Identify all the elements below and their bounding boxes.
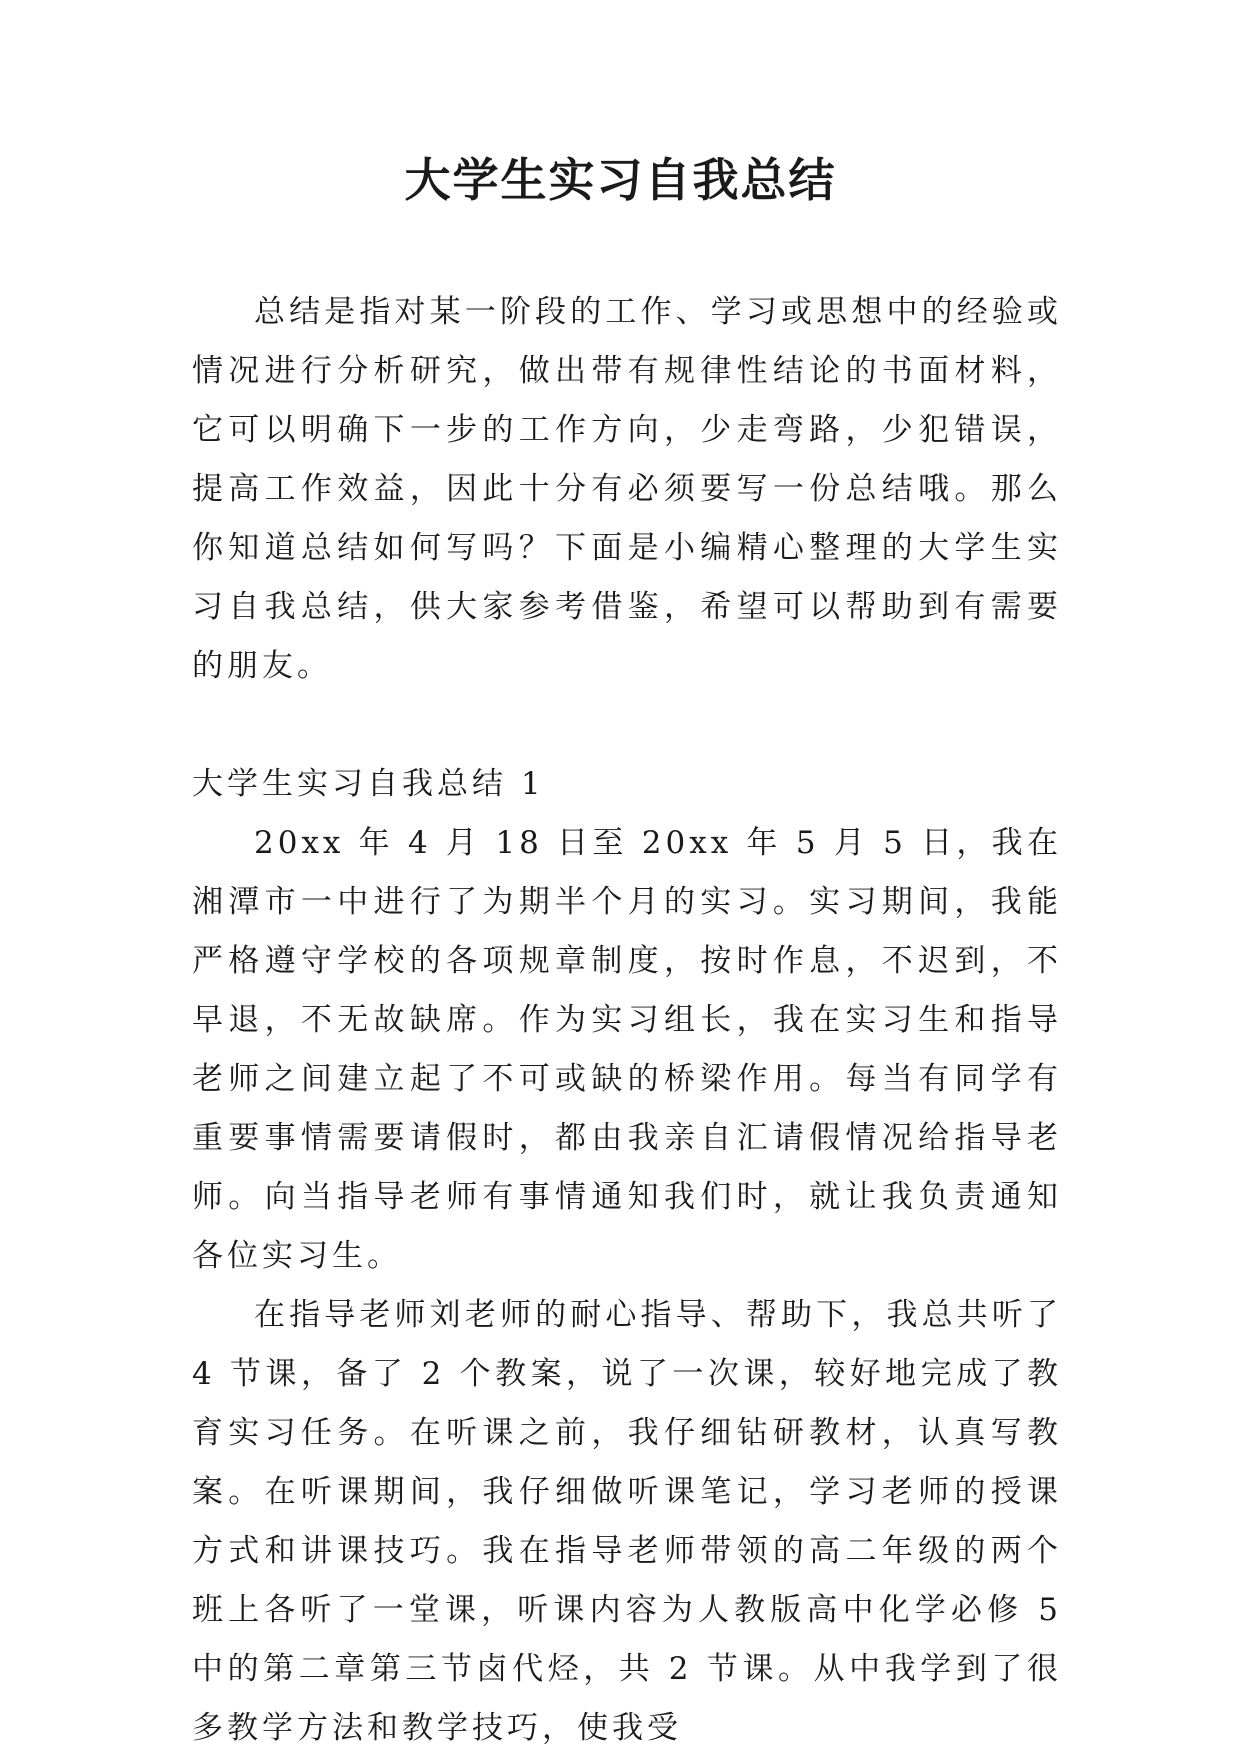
section-paragraph: 20xx 年 4 月 18 日至 20xx 年 5 月 5 日，我在湘潭市一中进行了为期半个月的实习。实习期间，我能严格遵守学校的各项规章制度，按时作息，不迟到，不早退，不无故缺席。作为实习组长，我在实习生和指导老师之间建立起了不可或缺的桥梁作用。每当有同学有重要事情需要请假时，都由我亲自汇请假情况给指导老师。向当指导老师有事情通知我们时，就让我负责通知各位实习生。 — [192, 825, 1062, 1274]
section-1 — [192, 755, 1062, 1758]
document-title: 大学生实习自我总结 — [404, 153, 837, 207]
section-heading: 大学生实习自我总结 1 — [192, 766, 545, 802]
section-paragraph: 在指导老师刘老师的耐心指导、帮助下，我总共听了 4 节课，备了 2 个教案，说了一次课，较好地完成了教育实习任务。在听课之前，我仔细钻研教材，认真写教案。在听课期间，我仔细做听课笔记，学习老师的授课方式和讲课技巧。我在指导老师带领的高二年级的两个班上各听了一堂课，听课内容为人教版高中化学必修 5 中的第二章第三节卤代烃，共 2 节课。从中我学到了很多教学方法和教学技巧，使我受 — [192, 1297, 1062, 1746]
document-body — [192, 283, 1062, 1758]
intro-paragraph: 总结是指对某一阶段的工作、学习或思想中的经验或情况进行分析研究，做出带有规律性结论的书面材料，它可以明确下一步的工作方向，少走弯路，少犯错误，提高工作效益，因此十分有必须要写一份总结哦。那么你知道总结如何写吗？下面是小编精心整理的大学生实习自我总结，供大家参考借鉴，希望可以帮助到有需要的朋友。 — [192, 294, 1062, 684]
